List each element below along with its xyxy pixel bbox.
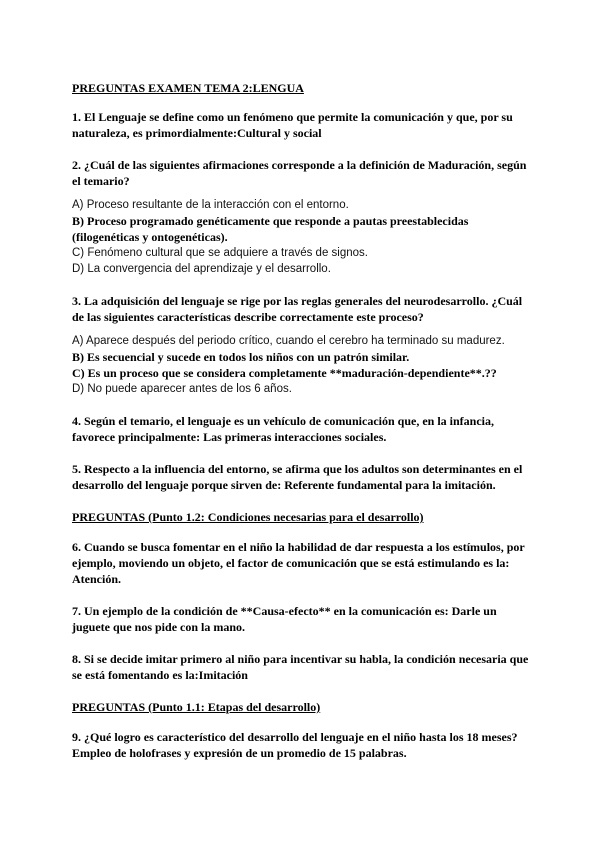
exam-title: PREGUNTAS EXAMEN TEMA 2:LENGUA [72, 81, 304, 95]
q3-option-a: A) Aparece después del periodo crítico, cuando el cerebro ha terminado su madurez. [72, 335, 505, 347]
question-3-options [72, 333, 530, 397]
question-3: 3. La adquisición del lenguaje se rige por las reglas generales del neurodesarrollo. ¿Cuál de las siguientes características describe correctamente este proceso? [72, 294, 523, 324]
q2-option-a: A) Proceso resultante de la interacción con el entorno. [72, 199, 349, 211]
q3-option-d: D) No puede aparecer antes de los 6 años. [72, 383, 292, 395]
section-heading-1-2: PREGUNTAS (Punto 1.2: Condiciones necesarias para el desarrollo) [72, 510, 424, 524]
section-heading-1-1: PREGUNTAS (Punto 1.1: Etapas del desarrollo) [72, 700, 321, 714]
q2-option-b: B) Proceso programado genéticamente que responde a pautas preestablecidas (filogenéticas y ontogenéticas). [72, 214, 469, 244]
question-6: 6. Cuando se busca fomentar en el niño la habilidad de dar respuesta a los estímulos, por ejemplo, moviendo un objeto, el factor de comunicación que se está estimulando es la: Atención. [72, 540, 525, 586]
question-8: 8. Si se decide imitar primero al niño para incentivar su habla, la condición necesaria que se está fomentando es la:Imitación [72, 652, 529, 682]
question-5: 5. Respecto a la influencia del entorno, se afirma que los adultos son determinantes en el desarrollo del lenguaje porque sirven de: Referente fundamental para la imitación. [72, 462, 523, 492]
q2-option-c: C) Fenómeno cultural que se adquiere a través de signos. [72, 247, 368, 259]
question-1: 1. El Lenguaje se define como un fenómeno que permite la comunicación y que, por su naturaleza, es primordialmente:Cultural y social [72, 110, 513, 140]
question-2: 2. ¿Cuál de las siguientes afirmaciones corresponde a la definición de Maduración, según el temario? [72, 158, 527, 188]
question-2-options [72, 197, 530, 277]
question-7: 7. Un ejemplo de la condición de **Causa-efecto** en la comunicación es: Darle un juguete que nos pide con la mano. [72, 604, 497, 634]
q3-option-b: B) Es secuencial y sucede en todos los niños con un patrón similar. [72, 350, 410, 364]
q2-option-d: D) La convergencia del aprendizaje y el desarrollo. [72, 263, 331, 275]
question-9: 9. ¿Qué logro es característico del desarrollo del lenguaje en el niño hasta los 18 meses?Empleo de holofrases y expresión de un promedio de 15 palabras. [72, 730, 518, 760]
question-4: 4. Según el temario, el lenguaje es un vehículo de comunicación que, en la infancia, favorece principalmente: Las primeras interacciones sociales. [72, 414, 494, 444]
q3-option-c: C) Es un proceso que se considera completamente **maduración-dependiente**.?? [72, 366, 497, 380]
